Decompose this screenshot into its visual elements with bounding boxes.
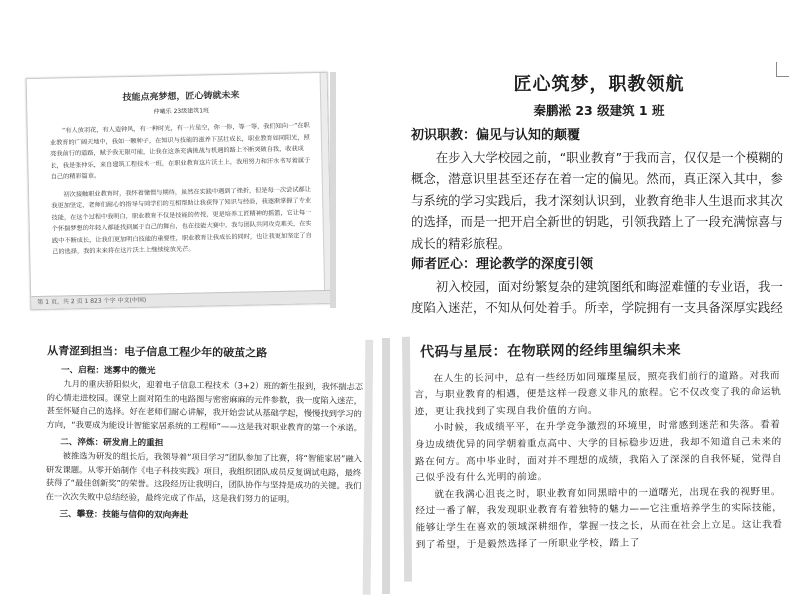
doc3-paragraph-1: 九月的重庆骄阳似火，迎着电子信息工程技术（3+2）班的新生报到，我怀揣忐忑的心情走进校园。课堂上面对陌生的电路图与密密麻麻的元件参数，我一度陷入迷茫，甚至怀疑自己的选择。好在老师们耐心讲解，我开始尝试从基础学起，慢慢找到学习的方向，“我要成为能设计智能家居系统的工程师”——这是我对职业教育的第一个承诺。 bbox=[46, 378, 364, 433]
doc1-title: 技能点亮梦想，匠心铸就未来 bbox=[122, 90, 240, 104]
document-preview-3 bbox=[41, 336, 374, 594]
doc2-paragraph-2: 初入校园，面对纷繁复杂的建筑图纸和晦涩难懂的专业语，我一度陷入迷茫，不知从何处着手。所幸，学院拥有一支具备深厚实践经 bbox=[411, 278, 783, 315]
doc1-paragraph-2: 初次接触职业教育时，我怀着憧憬与期待，虽然在实践中遇到了挫折，但是每一次尝试都让我更加坚定，老师们耐心的指导与同学们的互相帮助让我获得了知识与经验，我逐渐掌握了专业技能，在这个过程中我明白，职业教育不仅是技能的传授，更是培养工匠精神的摇篮，它让每一个怀揣梦想的年轻人都能找到属于自己的舞台，也在技能大赛中，我与团队共同攻克难关，在实践中不断成长，让我们更加明白技能的重要性，职业教育让我成长的同时，也让我更加坚定了自己的选择，我的未来将在这片沃土上继续绽放光芒。 bbox=[51, 185, 312, 256]
doc2-title: 匠心筑梦，职教领航 bbox=[513, 74, 685, 95]
doc2-author: 秦鹏淞 23 级建筑 1 班 bbox=[533, 102, 665, 118]
doc3-title: 从青涩到担当：电子信息工程少年的破茧之路 bbox=[47, 344, 268, 360]
doc3-section-1: 一、启程：迷雾中的微光 bbox=[60, 365, 156, 377]
doc1-paragraph-1: “有人放羽花，有人造钟风，有一种时光，有一片星空，你一你，等一等，我们知向一”在职业教育的广阔天地中，我如一颗种子，在知识与技能的滋养下茁壮成长，职业教育如同阳光，照亮我前行的道路，赋予我无限可能，让我在这条充满挑战与机遇的路上不断突破自我，收获成长，我是张仲乐，来自建筑工程技术一班，在职业教育这片沃土上，我用努力和汗水书写着属于自己的精彩篇章。 bbox=[49, 122, 311, 181]
page-corner-mark bbox=[776, 62, 789, 77]
document-preview-4 bbox=[402, 333, 796, 581]
divider-strip bbox=[382, 338, 390, 594]
doc2-section-1: 初识职教：偏见与认知的颠覆 bbox=[411, 128, 581, 143]
divider-strip bbox=[330, 72, 336, 308]
doc3-section-3: 三、攀登：技能与信仰的双向奔赴 bbox=[59, 508, 189, 521]
doc1-author: 仲曦乐 23级建筑1班 bbox=[153, 106, 210, 116]
doc4-title: 代码与星辰：在物联网的经纬里编织未来 bbox=[420, 342, 682, 361]
doc4-paragraph-1: 在人生的长河中，总有一些经历如同璀璨星辰，照亮我们前行的道路。对我而言，与职业教育的相遇，便是这样一段意义非凡的旅程。它不仅改变了我的命运轨迹，更让我找到了实现自我价值的方向。 bbox=[414, 370, 782, 418]
doc4-paragraph-2: 小时候，我成绩平平，在升学竞争激烈的环境里，时常感到迷茫和失落。看着身边成绩优异的同学朝着重点高中、大学的目标稳步迈进，我却不知道自己未来的路在何方。高中毕业时，面对并不理想的成绩，我陷入了深深的自我怀疑，觉得自己似乎没有什么光明的前途。 bbox=[414, 419, 783, 484]
doc3-scrollbar[interactable] bbox=[363, 340, 374, 595]
doc2-paragraph-1: 在步入大学校园之前，“职业教育”于我而言，仅仅是一个模糊的概念，潜意识里甚至还存在着一定的偏见。然而，真正深入其中，参与系统的学习实践后，我才深刻认识到，业教育绝非人生退而求其次的选择，而是一把开启全新世的钥匙，引领我踏上了一段充满惊喜与成长的精彩旅程。 bbox=[411, 149, 784, 251]
document-preview-2 bbox=[395, 62, 795, 320]
doc1-status-bar: 第 1 页，共 2 页 1 823 个字 中文(中国) bbox=[31, 290, 331, 309]
doc3-paragraph-2: 被推选为研发的组长后，我领导着“项目学习”团队参加了比赛，将“智能家居”融入研发课题。从零开始制作《电子科技实践》项目，我组织团队成员反复调试电路，最终获得了“最佳创新奖”的荣誉。这段经历让我明白，团队协作与坚持是成功的关键。我们在一次次失败中总结经验，最终完成了作品，这是我们努力的证明。 bbox=[45, 450, 363, 504]
doc3-section-2: 二、淬炼：研发肩上的重担 bbox=[60, 437, 164, 449]
doc2-section-2: 师者匠心：理论教学的深度引领 bbox=[411, 257, 594, 272]
doc4-paragraph-3: 就在我满心沮丧之时，职业教育如同黑暗中的一道曙光，出现在我的视野里。经过一番了解，我发现职业教育有着独特的魅力——它注重培养学生的实际技能，能够让学生在喜欢的领域深耕细作，掌握一技之长，从而在社会上立足。这让我看到了希望，于是毅然选择了一所职业学校，踏上了 bbox=[415, 486, 783, 551]
document-preview-1 bbox=[26, 72, 333, 310]
